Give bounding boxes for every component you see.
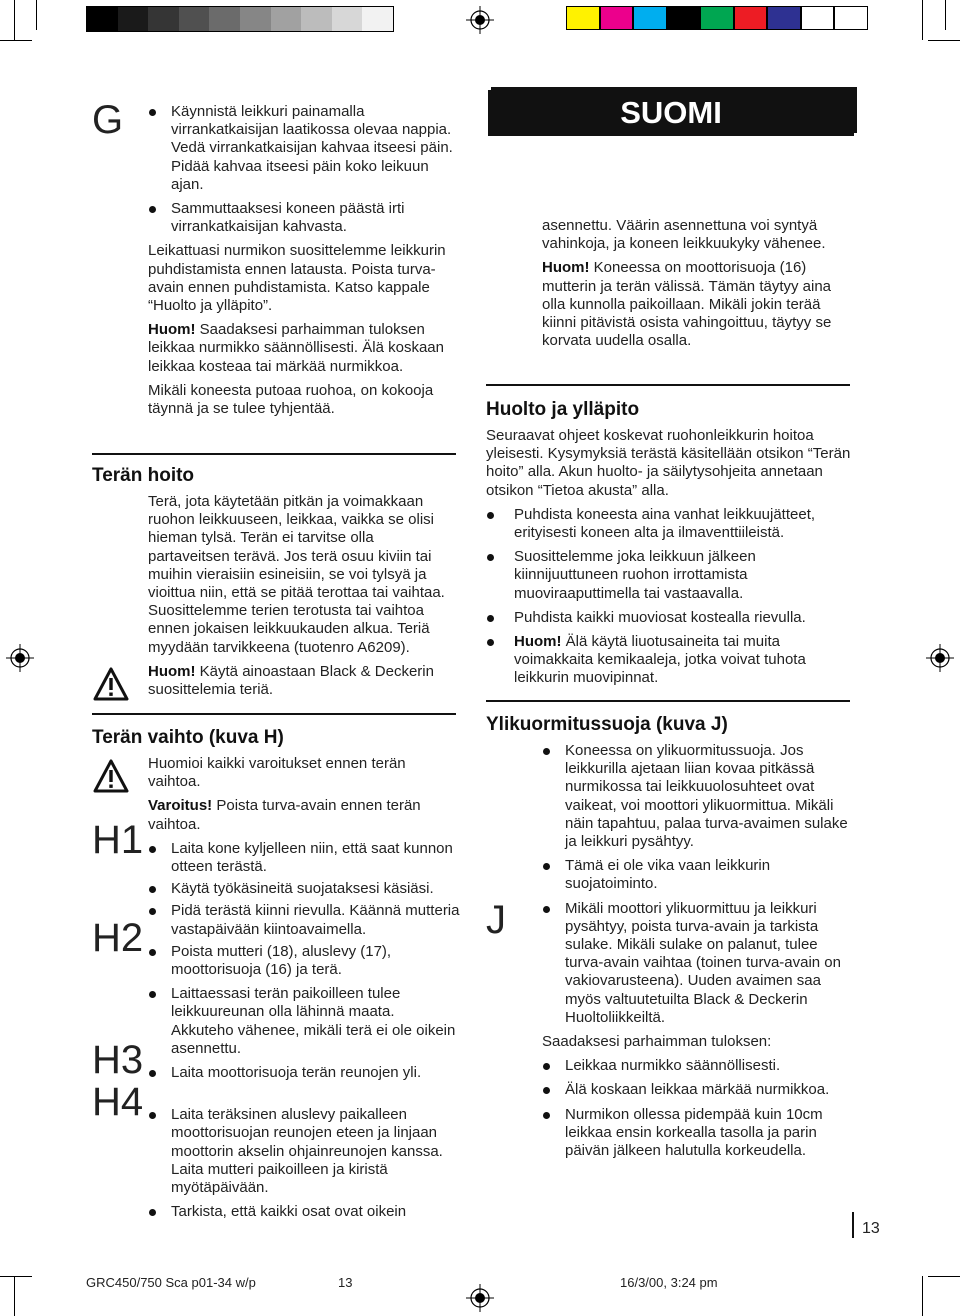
color-calibration-bar: [566, 6, 868, 30]
list-item: Tarkista, että kaikki osat ovat oikein: [148, 1203, 460, 1221]
gray-swatch: [179, 7, 210, 31]
list-item: Tämä ei ole vika vaan leikkurin suojatoiminto.: [542, 857, 852, 893]
list-item: Leikkaa nurmikko säännöllisesti.: [542, 1057, 852, 1075]
page-number-rule: [852, 1212, 854, 1238]
color-swatch: [834, 6, 868, 30]
list-item: Laittaessasi terän paikoilleen tulee leikkuureunan olla lähinnä maata. Akkuteho vähenee, mikäli terä ei ole oikein asennettu.: [148, 985, 460, 1058]
crop-mark: [14, 1276, 15, 1316]
list-item: Puhdista kaikki muoviosat kostealla rievulla.: [486, 609, 856, 627]
warning-triangle-icon: [92, 758, 130, 794]
gray-swatch: [118, 7, 149, 31]
crop-mark: [0, 1276, 32, 1277]
list-item: Laita moottorisuoja terän reunojen yli.: [148, 1064, 460, 1082]
gray-swatch: [209, 7, 240, 31]
list-item: Koneessa on ylikuormitussuoja. Jos leikkurilla ajetaan liian kovaa pitkässä nurmikossa tai leikkuuolosuhteet ovat vaikeat, voi moottori ylikuormittua. Mikäli näin tapahtuu, palaa turva-avaimen sulake ja leikkuri pysähtyy.: [542, 742, 852, 851]
page-number: 13: [862, 1220, 880, 1237]
figure-label-h1: H1: [92, 818, 144, 862]
gray-swatch: [271, 7, 302, 31]
g-section: [148, 103, 458, 418]
section-divider: [92, 713, 456, 715]
list-item: Älä koskaan leikkaa märkää nurmikkoa.: [542, 1081, 852, 1099]
blade-care-text: Terä, jota käytetään pitkän ja voimakkaan ruohon leikkuuseen, leikkaa, vaikka se olisi hieman tylsä. Terän ei tarvitse olla partaveitsen terävä. Jos terä osuu kiviin tai muihin vieraisiin esineisiin, se voi tylsyä ja vioittua niin, että se pitää terottaa tai vaihtaa. Suosittelemme terien terotusta tai vaihtoa ennen jokaisen leikkuukauden alkua. Teriä myydään tarvikkeena (tuotenro A6209). Huom! Käytä ainoastaan Black & Deckerin suosittelemia teriä.: [148, 493, 445, 699]
section-divider: [486, 384, 850, 386]
color-swatch: [633, 6, 667, 30]
registration-mark-icon: [6, 644, 34, 672]
maintenance-text: Seuraavat ohjeet koskevat ruohonleikkurin hoitoa yleisesti. Kysymyksiä terästä käsitellään otsikon “Terän hoito” alla. Akun huolto- ja säilytysohjeita annetaan otsikon “Tietoa akusta” alla. Puhdista koneesta aina vanhat leikkuujätteet, erityisesti koneen alta ja ilmaventtiileistä. Suosittelemme joka leikkuun jälkeen kiinnijuuttuneen ruohon irrottamista muoviraaputtimella tai vastaavalla. Puhdista kaikki muoviosat kostealla rievulla. Huom! Älä käytä liuotusaineita tai muita voimakkaita kemikaaleja, jotka voivat tuhota leikkurin muovipinnat.: [486, 427, 856, 688]
figure-label-g: G: [92, 98, 124, 142]
gray-swatch: [362, 7, 393, 31]
continued-text: asennettu. Väärin asennettuna voi syntyä vahinkoja, ja koneen leikkuukyky vähenee. Huom! Koneessa on moottorisuoja (16) mutterin ja terän välissä. Tämän täytyy aina olla kunnolla paikoillaan. Mikäli jokin terää kiinni pitävistä osista vahingoittuu, täytyy se korvata uudella osalla.: [542, 217, 832, 350]
color-swatch: [734, 6, 768, 30]
paragraph: Mikäli koneesta putoaa ruohoa, on kokooja täynnä ja se tulee tyhjentää.: [148, 381, 434, 418]
list-item: Sammuttaaksesi koneen päästä irti virrankatkaisijan kahvasta.: [148, 200, 458, 236]
list-item: Mikäli moottori ylikuormittuu ja leikkuri pysähtyy, poista turva-avain ja tarkista sulake. Mikäli sulake on palanut, tulee turva-avain vaihtaa (toinen turva-avain on vakiovarusteena). Uuden avaimen saa myös valtuutetuilta Black & Deckerin Huoltoliikkeiltä.: [542, 900, 852, 1027]
crop-mark: [945, 0, 946, 30]
footer-date: 16/3/00, 3:24 pm: [620, 1275, 718, 1290]
section-heading-maintenance: Huolto ja ylläpito: [486, 399, 640, 420]
list-item: Laita kone kyljelleen niin, että saat kunnon otteen terästä.: [148, 840, 460, 876]
gray-swatch: [87, 7, 118, 31]
section-divider: [92, 453, 456, 455]
figure-label-h3: H3: [92, 1038, 144, 1082]
gray-swatch: [148, 7, 179, 31]
color-swatch: [667, 6, 701, 30]
color-swatch: [801, 6, 835, 30]
figure-label-h2: H2: [92, 916, 144, 960]
crop-mark: [36, 0, 37, 30]
crop-mark: [928, 40, 960, 41]
gray-swatch: [332, 7, 363, 31]
list-item: Käytä työkäsineitä suojataksesi käsiäsi.: [148, 880, 460, 898]
figure-label-h4: H4: [92, 1080, 144, 1124]
registration-mark-icon: [466, 1284, 494, 1312]
crop-mark: [928, 1276, 960, 1277]
list-item: Puhdista koneesta aina vanhat leikkuujätteet, erityisesti koneen alta ja ilmaventtiileistä.: [486, 506, 856, 542]
gray-swatch: [240, 7, 271, 31]
color-swatch: [700, 6, 734, 30]
list-item: Pidä terästä kiinni rievulla. Käännä mutteria vastapäivään kiintoavaimella.: [148, 902, 460, 938]
list-item: Poista mutteri (18), aluslevy (17), moottorisuoja (16) ja terä.: [148, 943, 460, 979]
list-item: Huom! Älä käytä liuotusaineita tai muita voimakkaita kemikaaleja, jotka voivat tuhota leikkurin muovipinnat.: [486, 633, 856, 688]
footer-page: 13: [338, 1275, 353, 1290]
list-item: Käynnistä leikkuri painamalla virrankatkaisijan laatikossa olevaa nappia. Vedä virrankatkaisijan kahvaa itseesi päin. Pidää kahvaa itseesi päin koko leikuun ajan.: [148, 103, 458, 194]
paragraph: Huom! Saadaksesi parhaimman tuloksen leikkaa nurmikko säännöllisesti. Älä koskaan leikkaa kosteaa tai märkää nurmikkoa.: [148, 321, 444, 375]
list-item: Suosittelemme joka leikkuun jälkeen kiinnijuuttuneen ruohon irrottamista muoviraaputtimella tai vastaavalla.: [486, 548, 856, 603]
list-item: Nurmikon ollessa pidempää kuin 10cm leikkaa ensin korkealla tasolla ja parin päivän jälkeen halutulla korkeudella.: [542, 1106, 852, 1161]
section-heading-blade-change: Terän vaihto (kuva H): [92, 727, 284, 748]
color-swatch: [600, 6, 634, 30]
figure-label-j: J: [486, 898, 506, 942]
warning-triangle-icon: [92, 666, 130, 702]
crop-mark: [14, 0, 15, 40]
language-title: SUOMI: [620, 95, 722, 130]
footer-file: GRC450/750 Sca p01-34 w/p: [86, 1275, 256, 1290]
paragraph: Leikattuasi nurmikon suosittelemme leikkurin puhdistamista ennen latausta. Poista turva-avain ennen puhdistamista. Katso kappale “Huolto ja ylläpito”.: [148, 242, 446, 315]
grayscale-calibration-bar: [86, 6, 394, 32]
section-divider: [486, 700, 850, 702]
overload-text: Koneessa on ylikuormitussuoja. Jos leikkurilla ajetaan liian kovaa pitkässä nurmikossa tai leikkuuolosuhteet ovat vaikeat, voi moottori ylikuormittua. Mikäli näin tapahtuu, palaa turva-avaimen sulake ja leikkuri pysähtyy. Tämä ei ole vika vaan leikkurin suojatoiminto. Mikäli moottori ylikuormittuu ja leikkuri pysähtyy, poista turva-avain ja tarkista sulake. Mikäli sulake on palanut, tulee turva-avain vaihtaa (toinen turva-avain on vakiovarusteena). Uuden avaimen saa myös valtuutetuilta Black & Deckerin Huoltoliikkeiltä. Saadaksesi parhaimman tuloksen: Leikkaa nurmikko säännöllisesti. Älä koskaan leikkaa märkää nurmikkoa. Nurmikon ollessa pidempää kuin 10cm leikkaa ensin korkealla tasolla ja parin päivän jälkeen halutulla korkeudella.: [542, 742, 852, 1160]
color-swatch: [767, 6, 801, 30]
list-item: Laita teräksinen aluslevy paikalleen moottorisuojan reunojen eteen ja linjaan moottorin akselin ohjainreunojen kanssa. Laita mutteri paikoilleen ja kiristä myötäpäivään.: [148, 1106, 460, 1197]
section-heading-blade-care: Terän hoito: [92, 465, 195, 486]
registration-mark-icon: [926, 644, 954, 672]
section-heading-overload: Ylikuormitussuoja (kuva J): [486, 714, 728, 735]
crop-mark: [922, 1276, 923, 1316]
registration-mark-icon: [466, 6, 494, 34]
blade-change-text: Huomioi kaikki varoitukset ennen terän vaihtoa. Varoitus! Poista turva-avain ennen terän vaihtoa. Laita kone kyljelleen niin, että saat kunnon otteen terästä. Käytä työkäsineitä suojataksesi käsiäsi. Pidä terästä kiinni rievulla. Käännä mutteria vastapäivään kiintoavaimella. Poista mutteri (18), aluslevy (17), moottorisuoja (16) ja terä. Laittaessasi terän paikoilleen tulee leikkuureunan olla lähinnä maata. Akkuteho vähenee, mikäli terä ei ole oikein asennettu. Laita moottorisuoja terän reunojen yli. Laita teräksinen aluslevy paikalleen moottorisuojan reunojen eteen ja linjaan moottorin akselin ohjainreunojen kanssa. Laita mutteri paikoilleen ja kiristä myötäpäivään. Tarkista, että kaikki osat ovat oikein: [148, 755, 460, 1221]
language-banner: [488, 90, 854, 136]
color-swatch: [566, 6, 600, 30]
crop-mark: [922, 0, 923, 40]
gray-swatch: [301, 7, 332, 31]
crop-mark: [0, 40, 32, 41]
